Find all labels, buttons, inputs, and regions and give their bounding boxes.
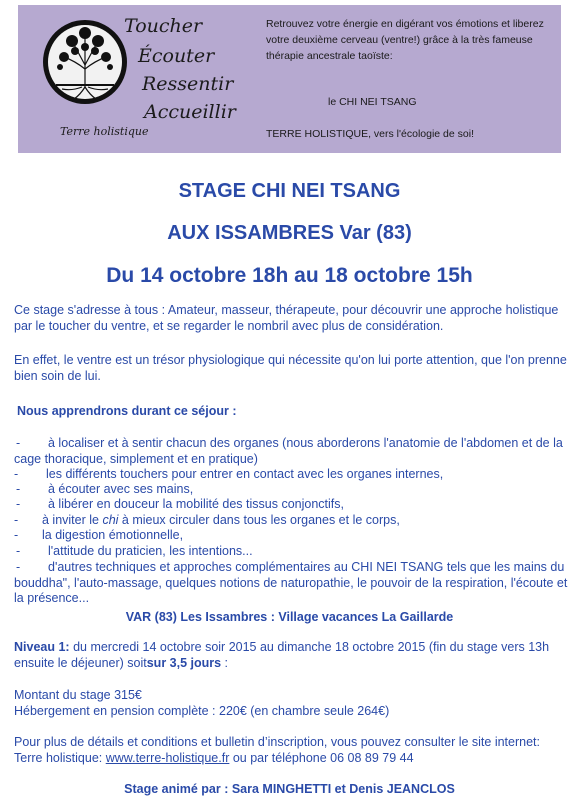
intro-paragraph-1: Ce stage s'adresse à tous : Amateur, masseur, thérapeute, pour découvrir une approche holistique par le toucher du ventre, et se regarder le nombril avec plus de considération. [14,303,559,333]
list-item [14,513,570,529]
chi-emphasis: chi [102,513,119,527]
slogan-ecouter: Écouter [138,45,215,67]
list-item [14,497,570,513]
contact-paragraph [14,735,568,766]
list-item-text: à libérer en douceur la mobilité des tissus conjonctifs, [48,497,344,511]
list-item [14,528,570,544]
level-paragraph [14,640,568,671]
title-dates: Du 14 octobre 18h au 18 octobre 15h [106,264,473,287]
list-item-text: l'attitude du praticien, les intentions... [48,544,253,558]
slogan-toucher: Toucher [124,15,203,37]
level-duration: sur 3,5 jours [146,655,222,670]
list-dash: - [14,528,19,542]
list-item-text: à mieux circuler dans tous les organes et le corps, [118,513,400,527]
list-item [14,560,570,607]
accommodation-line: Hébergement en pension complète : 220€ (en chambre seule 264€) [14,704,390,718]
list-item-text: la digestion émotionnelle, [42,528,184,542]
slogan-accueillir: Accueillir [144,101,236,123]
banner-highlight: le CHI NEI TSANG [328,96,417,108]
venue-line: VAR (83) Les Issambres : Village vacances La Gaillarde [125,610,454,624]
website-link[interactable]: www.terre-holistique.fr [105,750,230,765]
tree-of-life-logo [42,19,128,105]
brand-caption: Terre holistique [60,125,149,138]
list-dash: - [14,513,19,527]
contact-text: Pour plus de détails et conditions et bulletin d’inscription, vous pouvez consulter le site internet: Terre holistique: [14,735,540,765]
list-dash: - [16,497,21,511]
list-dash: - [16,544,21,558]
header-banner [18,5,561,153]
list-item [14,467,570,483]
title-location: AUX ISSAMBRES Var (83) [167,222,412,244]
title-stage: STAGE CHI NEI TSANG [178,180,401,202]
learn-heading: Nous apprendrons durant ce séjour : [17,404,237,418]
list-item [14,482,570,498]
list-dash: - [16,560,21,574]
animators-line: Stage animé par : Sara MINGHETTI et Denis JEANCLOS [124,782,455,796]
list-item-text: à localiser et à sentir chacun des organes (nous aborderons l'anatomie de l'abdomen et de la cage thoracique, simplement et en pratique) [14,436,563,466]
level-end: : [221,655,229,670]
list-item-text: à écouter avec ses mains, [48,482,194,496]
list-item-text: d'autres techniques et approches complémentaires au CHI NEI TSANG tels que les mains du bouddha", l'auto-massage, quelques notions de naturopathie, le pouvoir de la respiration, l'écoute et la présence... [14,560,568,605]
intro-paragraph-2: En effet, le ventre est un trésor physiologique qui nécessite qu'on lui porte attention, que l'on prenne bien soin de lui. [14,353,567,383]
list-item [14,436,570,467]
level-label: Niveau 1: [14,640,70,654]
contact-phone-text: ou par téléphone 06 08 89 79 44 [229,750,414,765]
list-item-text: les différents touchers pour entrer en contact avec les organes internes, [46,467,444,481]
slogan-ressentir: Ressentir [142,73,234,95]
list-dash: - [16,482,21,496]
banner-tagline: TERRE HOLISTIQUE, vers l'écologie de soi! [266,128,474,140]
list-item-text: à inviter le [42,513,103,527]
list-item [14,544,570,560]
banner-intro: Retrouvez votre énergie en digérant vos émotions et liberez votre deuxième cerveau (ventre!) grâce à la très fameuse thérapie ancestrale taoïste: [266,18,544,62]
level-text: du mercredi 14 octobre soir 2015 au dimanche 18 octobre 2015 (fin du stage vers 13h ensuite le déjeuner) soit [14,640,550,670]
list-dash: - [16,436,21,450]
list-dash: - [14,467,19,481]
price-line: Montant du stage 315€ [14,688,142,702]
